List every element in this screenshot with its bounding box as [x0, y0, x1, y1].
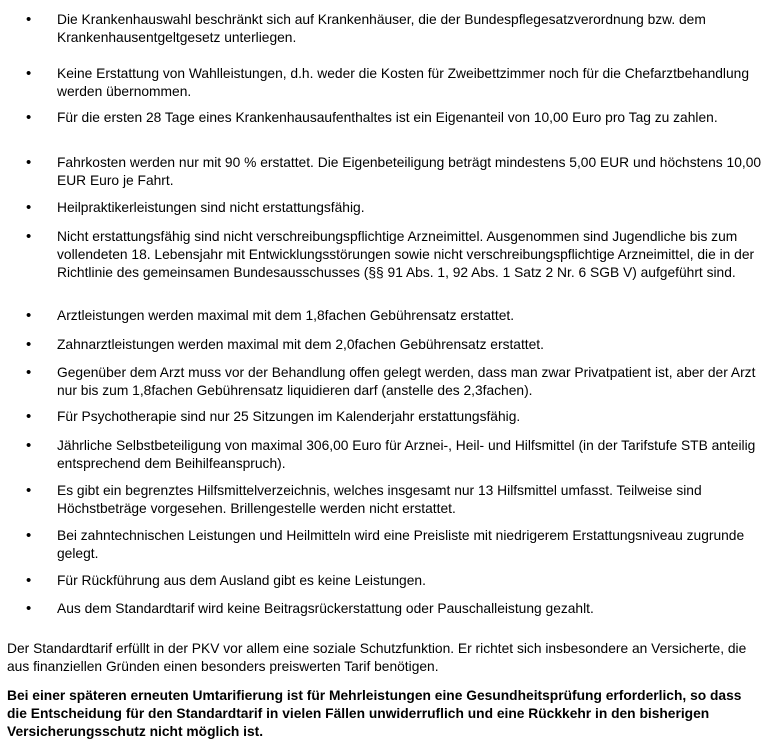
list-item: [26, 336, 766, 354]
list-item-text: Gegenüber dem Arzt muss vor der Behandlung offen gelegt werden, dass man zwar Privatpatient ist, aber der Arzt nur bis zum 1,8fachen Gebührensatz liquidieren darf (anstelle des 2,3fachen).: [57, 365, 756, 398]
list-item-text: Für die ersten 28 Tage eines Krankenhausaufenthaltes ist ein Eigenanteil von 10,00 Euro pro Tag zu zahlen.: [57, 110, 718, 125]
list-item: [26, 154, 766, 190]
list-item-text: Fahrkosten werden nur mit 90 % erstattet. Die Eigenbeteiligung beträgt mindestens 5,00 EUR und höchstens 10,00 EUR Euro je Fahrt.: [57, 155, 762, 188]
list-item: [26, 408, 766, 426]
bullet-marker: •: [26, 307, 32, 324]
bullet-marker: •: [26, 11, 32, 28]
list-item-text: Nicht erstattungsfähig sind nicht verschreibungspflichtige Arzneimittel. Ausgenommen sind Jugendliche bis zum vollendeten 18. Lebensjahr mit Entwicklungsstörungen sowie nicht verschreibungspflichtige Arzneimittel, die in der Richtlinie des gemeinsamen Bundesausschusses (§§ 91 Abs. 1, 92 Abs. 1 Satz 2 Nr. 6 SGB V) aufgeführt sind.: [57, 229, 755, 280]
list-item-text: Zahnarztleistungen werden maximal mit dem 2,0fachen Gebührensatz erstattet.: [57, 337, 544, 352]
bullet-marker: •: [26, 408, 32, 425]
list-item: [26, 228, 766, 282]
bullet-marker: •: [26, 600, 32, 617]
list-item: [26, 11, 766, 47]
bullet-marker: •: [26, 228, 32, 245]
list-item-text: Jährliche Selbstbeteiligung von maximal 306,00 Euro für Arznei-, Heil- und Hilfsmittel (in der Tarifstufe STB anteilig entsprechend dem Beihilfeanspruch).: [57, 438, 756, 471]
list-item-text: Aus dem Standardtarif wird keine Beitragsrückerstattung oder Pauschalleistung gezahlt.: [57, 601, 594, 616]
list-item-text: Keine Erstattung von Wahlleistungen, d.h. weder die Kosten für Zweibettzimmer noch für die Chefarztbehandlung werden übernommen.: [57, 66, 750, 99]
list-item-text: Für Psychotherapie sind nur 25 Sitzungen im Kalenderjahr erstattungsfähig.: [57, 409, 521, 424]
list-item-text: Es gibt ein begrenztes Hilfsmittelverzeichnis, welches insgesamt nur 13 Hilfsmittel umfasst. Teilweise sind Höchstbeträge vorgesehen. Brillengestelle werden nicht erstattet.: [57, 483, 702, 516]
bullet-marker: •: [26, 437, 32, 454]
list-item: [26, 65, 766, 101]
list-item: [26, 364, 766, 400]
list-item: [26, 527, 766, 563]
list-item: [26, 307, 766, 325]
summary-paragraph: Der Standardtarif erfüllt in der PKV vor allem eine soziale Schutzfunktion. Er richtet sich insbesondere an Versicherte, die aus finanziellen Gründen einen besonders preiswerten Tarif benötigen.: [7, 641, 747, 674]
bullet-marker: •: [26, 572, 32, 589]
list-item-text: Arztleistungen werden maximal mit dem 1,8fachen Gebührensatz erstattet.: [57, 308, 515, 323]
bullet-marker: •: [26, 154, 32, 171]
bullet-marker: •: [26, 65, 32, 82]
list-item: [26, 572, 766, 590]
bullet-marker: •: [26, 199, 32, 216]
bullet-marker: •: [26, 482, 32, 499]
list-item: [26, 482, 766, 518]
bullet-marker: •: [26, 527, 32, 544]
bullet-marker: •: [26, 109, 32, 126]
list-item: [26, 199, 766, 217]
list-item: [26, 109, 766, 127]
list-item: [26, 600, 766, 618]
list-item-text: Die Krankenhauswahl beschränkt sich auf Krankenhäuser, die der Bundespflegesatzverordnung bzw. dem Krankenhausentgeltgesetz unterliegen.: [57, 12, 706, 45]
list-item-text: Bei zahntechnischen Leistungen und Heilmitteln wird eine Preisliste mit niedrigerem Erstattungsniveau zugrunde gelegt.: [57, 528, 745, 561]
warning-paragraph: Bei einer späteren erneuten Umtarifierung ist für Mehrleistungen eine Gesundheitsprüfung erforderlich, so dass die Entscheidung für den Standardtarif in vielen Fällen unwiderruflich und eine Rückkehr in den bisherigen Versicherungsschutz nicht möglich ist.: [7, 688, 742, 739]
list-item-text: Heilpraktikerleistungen sind nicht erstattungsfähig.: [57, 200, 365, 215]
bullet-marker: •: [26, 336, 32, 353]
list-item: [26, 437, 766, 473]
bullet-marker: •: [26, 364, 32, 381]
list-item-text: Für Rückführung aus dem Ausland gibt es keine Leistungen.: [57, 573, 426, 588]
